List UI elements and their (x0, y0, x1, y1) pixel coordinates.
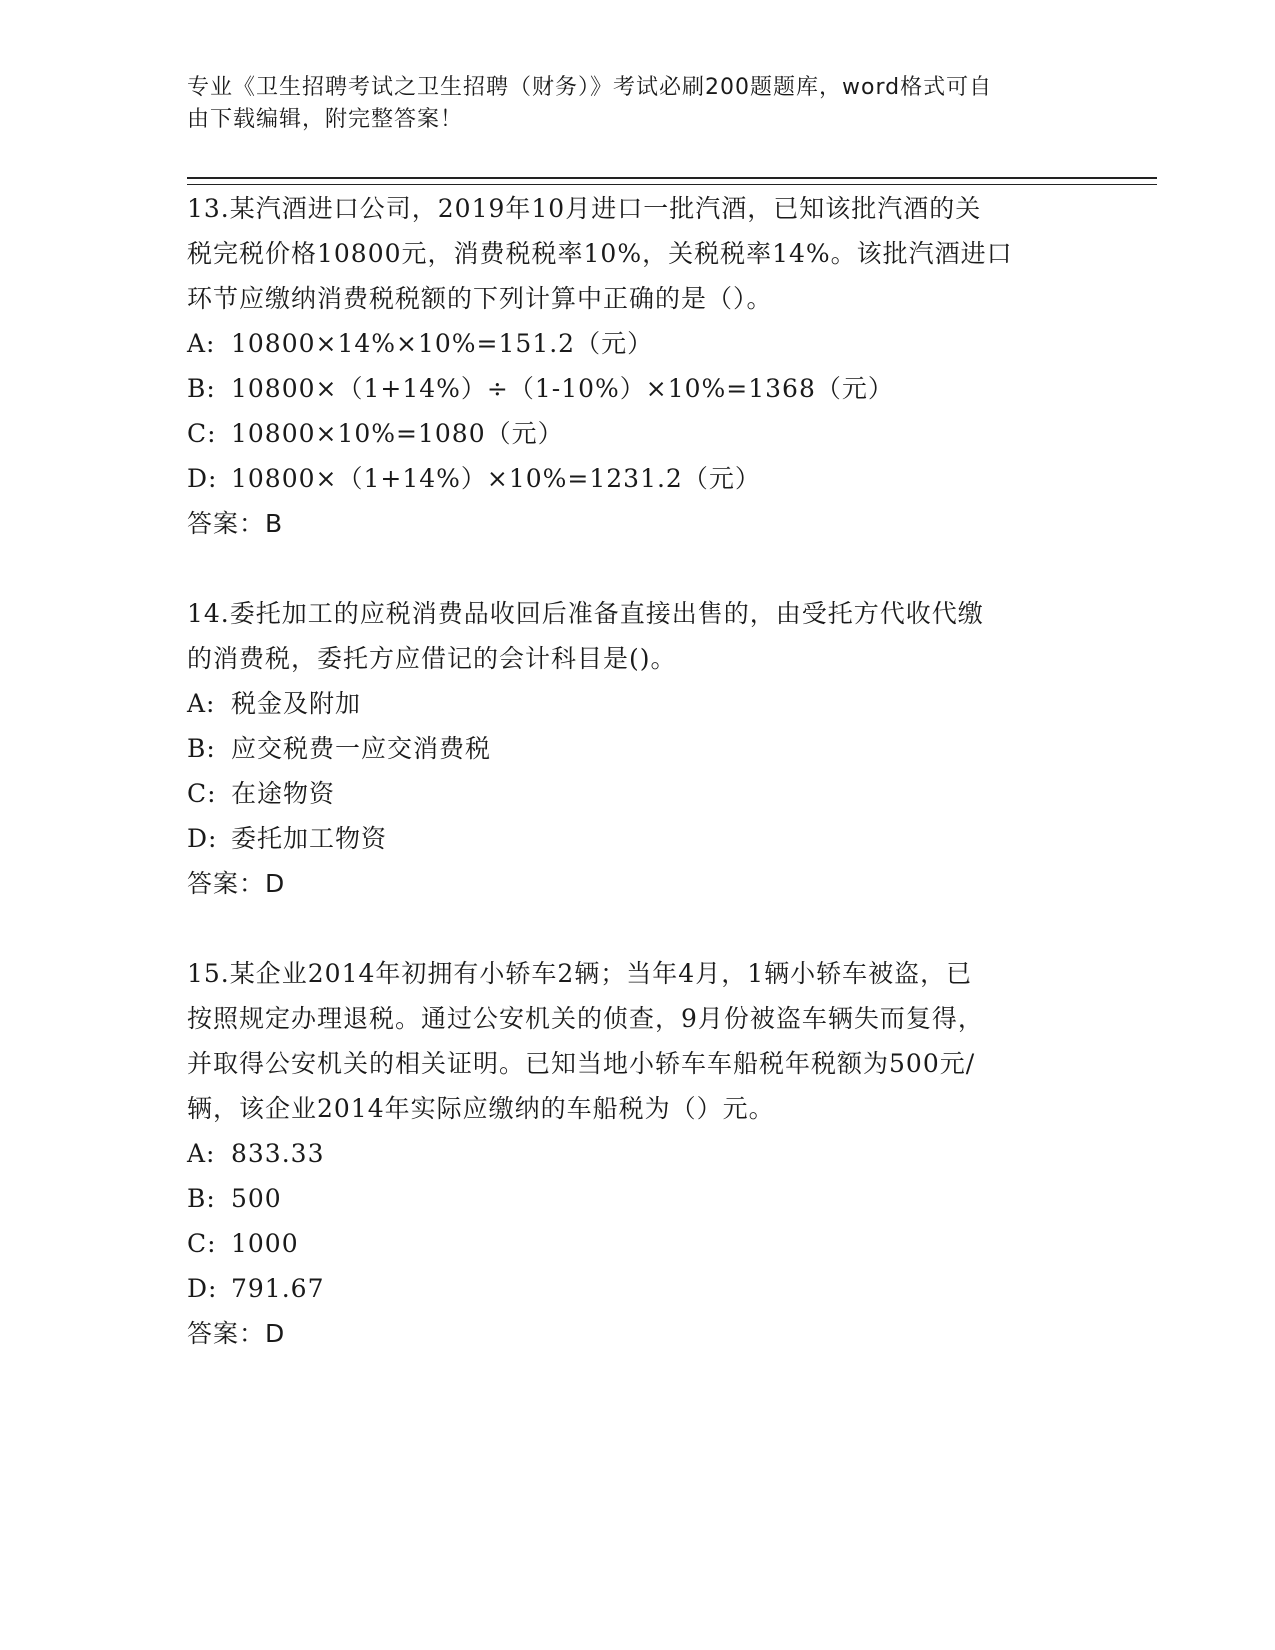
option-letter: B: (187, 1184, 216, 1213)
option-text: 833.33 (231, 1139, 325, 1168)
option-text: 10800×10%=1080（元） (231, 419, 564, 448)
question-stem-line: 14.委托加工的应税消费品收回后准备直接出售的，由受托方代收代缴 (187, 599, 984, 628)
answer-line: 答案：D (187, 1319, 286, 1348)
answer-line: 答案：D (187, 869, 286, 898)
option-c (187, 771, 1087, 816)
option-letter: B: (187, 734, 216, 763)
option-a (187, 321, 1087, 366)
option-text: 1000 (231, 1229, 299, 1258)
option-letter: C: (187, 419, 217, 448)
question-stem-line: 按照规定办理退税。通过公安机关的侦查，9月份被盗车辆失而复得， (187, 1004, 984, 1033)
question-15 (187, 951, 1087, 1356)
option-text: 10800×14%×10%=151.2（元） (231, 329, 654, 358)
option-letter: D: (187, 824, 218, 853)
option-letter: C: (187, 779, 217, 808)
option-text: 委托加工物资 (231, 824, 388, 853)
option-letter: B: (187, 374, 216, 403)
question-stem-line: 的消费税，委托方应借记的会计科目是()。 (187, 644, 677, 673)
header-line-1: 专业《卫生招聘考试之卫生招聘（财务）》考试必刷200题题库，word格式可自 (187, 75, 993, 100)
option-text: 税金及附加 (231, 689, 362, 718)
option-text: 500 (231, 1184, 282, 1213)
question-stem-line: 13.某汽酒进口公司，2019年10月进口一批汽酒，已知该批汽酒的关 (187, 194, 982, 223)
option-d (187, 816, 1087, 861)
option-c (187, 411, 1087, 456)
option-d (187, 456, 1087, 501)
question-stem-line: 15.某企业2014年初拥有小轿车2辆；当年4月，1辆小轿车被盗，已 (187, 959, 973, 988)
answer-line: 答案：B (187, 509, 284, 538)
option-b (187, 366, 1087, 411)
document-header (187, 72, 1087, 136)
option-a (187, 681, 1087, 726)
question-14 (187, 591, 1087, 906)
option-text: 791.67 (231, 1274, 325, 1303)
option-letter: D: (187, 1274, 218, 1303)
option-text: 10800×（1+14%）÷（1-10%）×10%=1368（元） (231, 374, 894, 403)
option-c (187, 1221, 1087, 1266)
option-letter: D: (187, 464, 218, 493)
option-text: 应交税费一应交消费税 (231, 734, 492, 763)
question-stem-line: 并取得公安机关的相关证明。已知当地小轿车车船税年税额为500元/ (187, 1049, 976, 1078)
option-b (187, 1176, 1087, 1221)
question-stem-line: 税完税价格10800元，消费税税率10%，关税税率14%。该批汽酒进口 (187, 239, 1013, 268)
option-d (187, 1266, 1087, 1311)
header-divider (187, 177, 1157, 179)
option-letter: C: (187, 1229, 217, 1258)
header-line-2: 由下载编辑，附完整答案！ (187, 107, 464, 132)
header-divider-thin (187, 184, 1157, 185)
option-letter: A: (187, 329, 216, 358)
question-stem-line: 环节应缴纳消费税税额的下列计算中正确的是（）。 (187, 284, 773, 313)
option-text: 10800×（1+14%）×10%=1231.2（元） (231, 464, 761, 493)
question-stem-line: 辆，该企业2014年实际应缴纳的车船税为（）元。 (187, 1094, 775, 1123)
question-13 (187, 186, 1087, 546)
option-text: 在途物资 (231, 779, 336, 808)
option-b (187, 726, 1087, 771)
option-letter: A: (187, 1139, 216, 1168)
option-a (187, 1131, 1087, 1176)
option-letter: A: (187, 689, 216, 718)
